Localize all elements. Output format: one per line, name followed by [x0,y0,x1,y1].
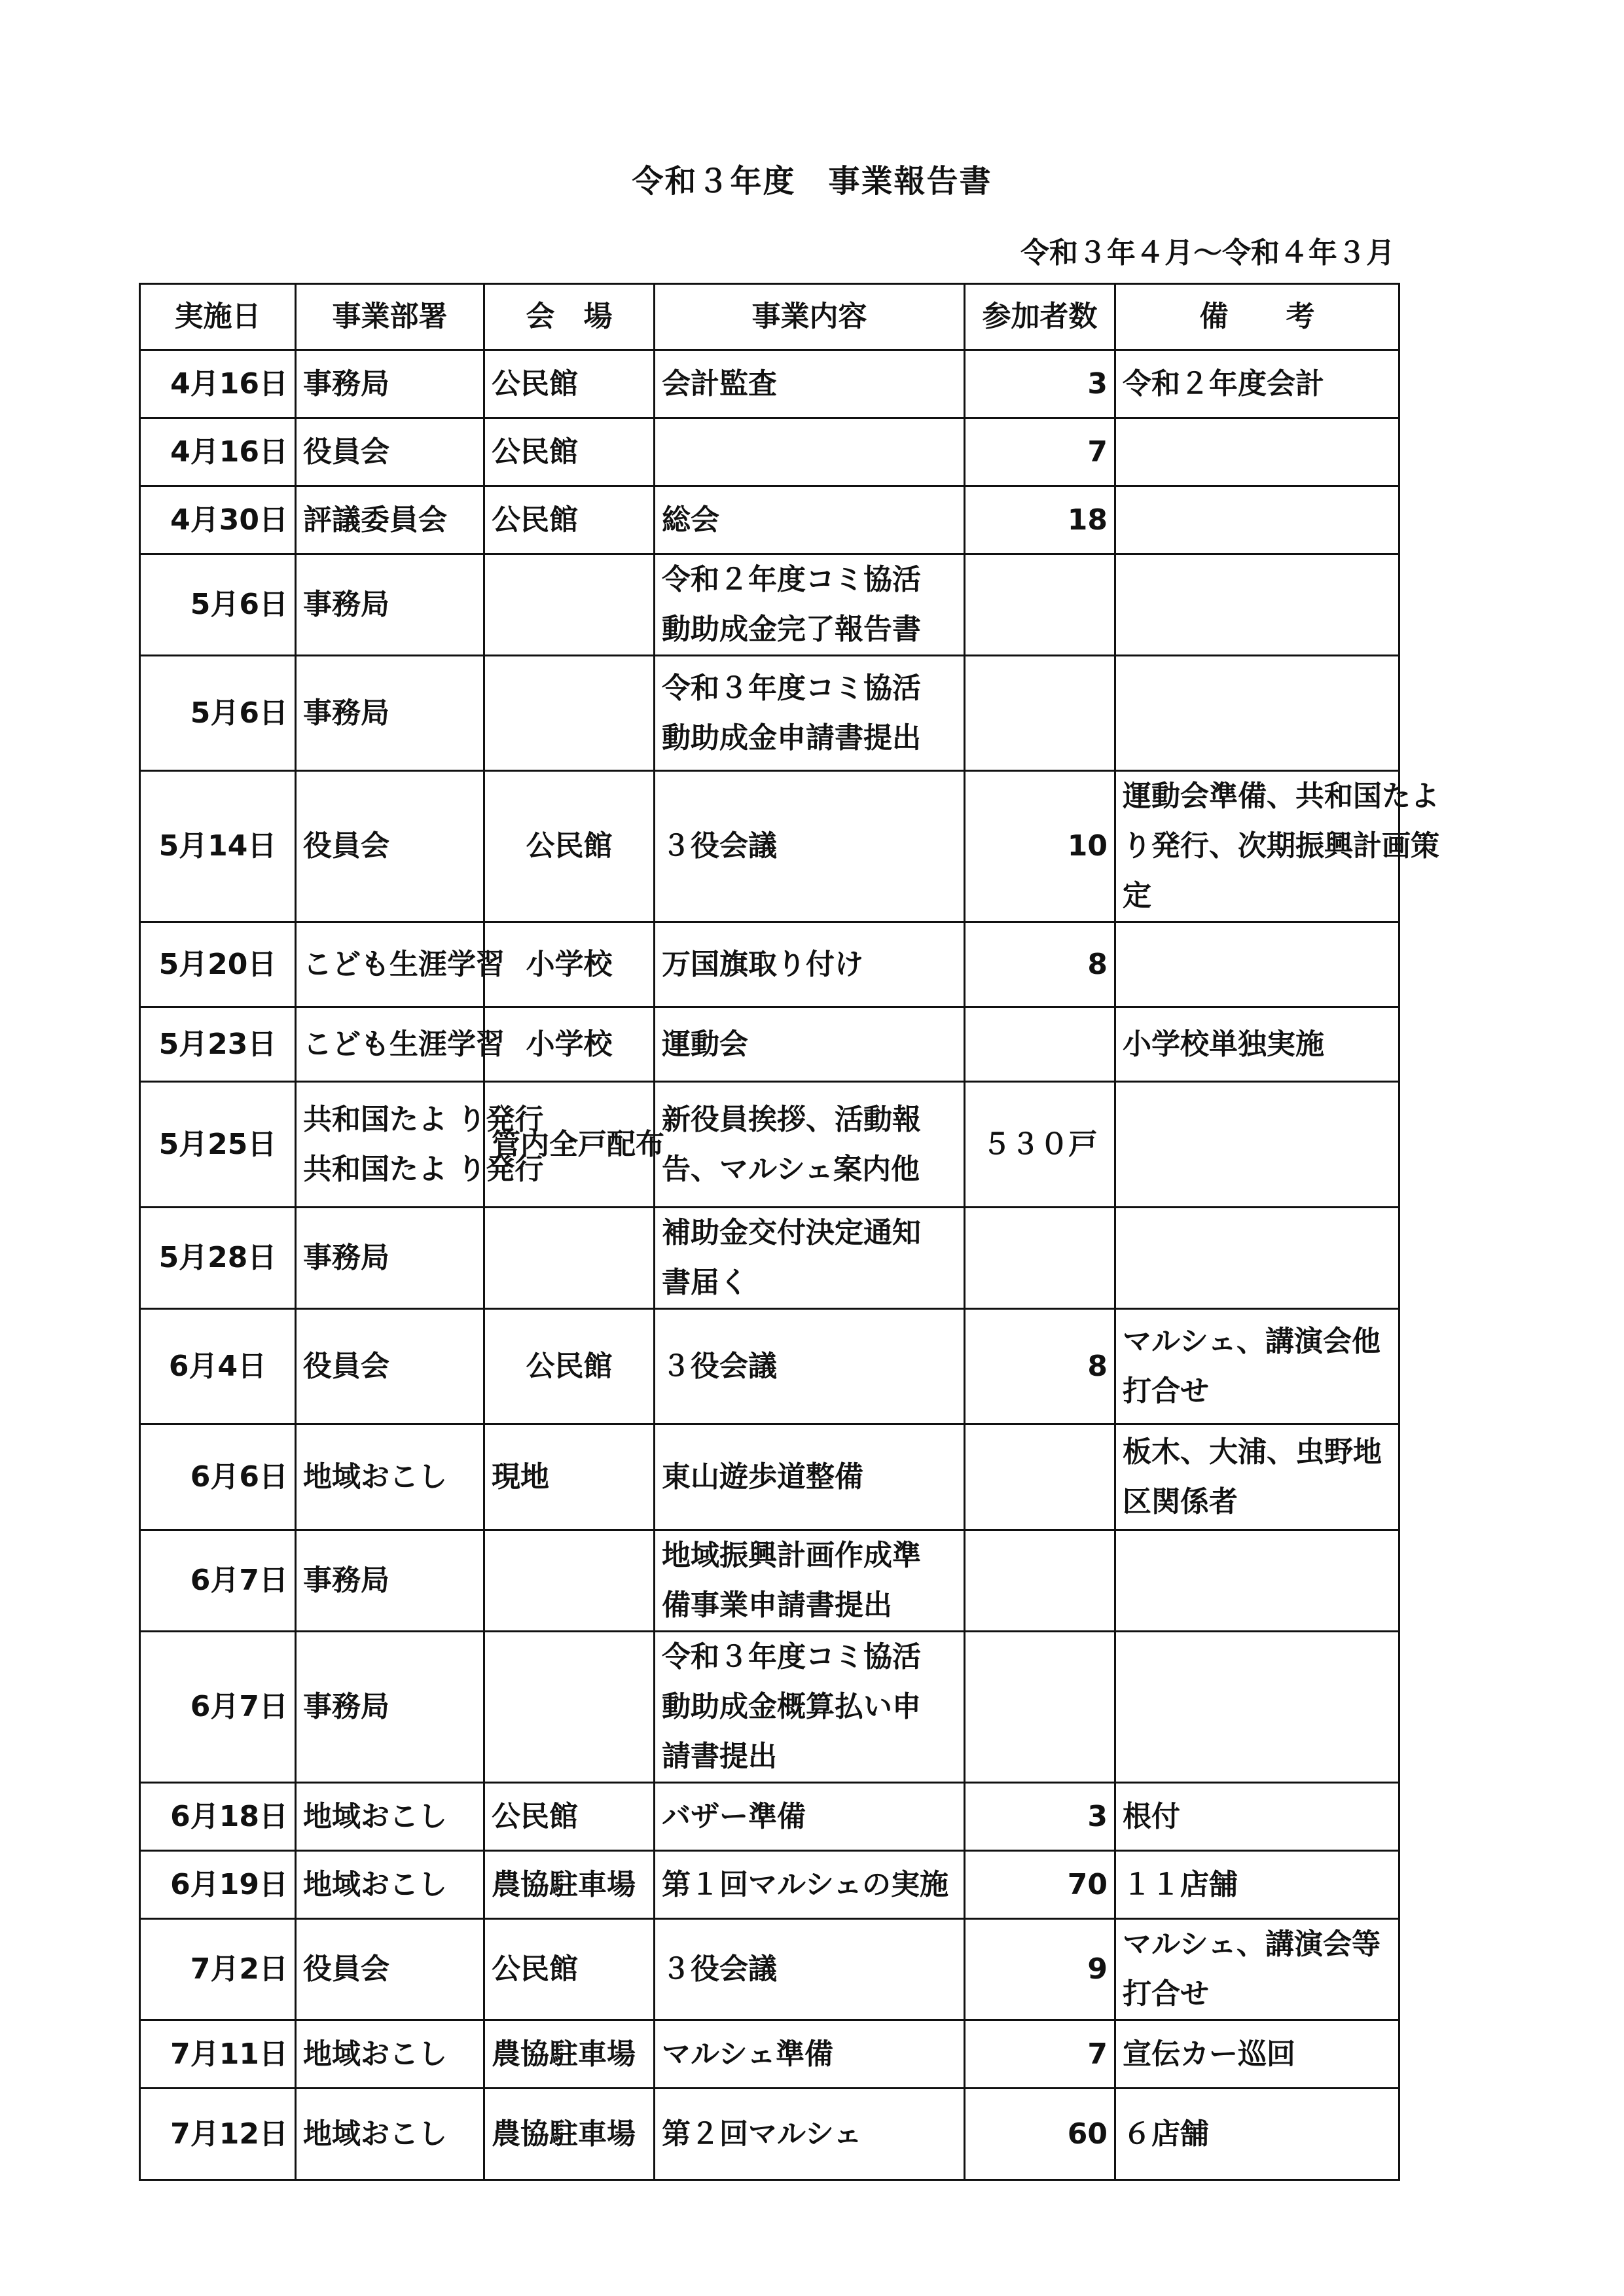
date-cell [140,2020,296,2089]
content-cell [655,1082,965,1208]
department-cell-line: 地域おこし [303,1799,447,1833]
department-cell [296,2089,484,2180]
table-row [140,2020,1399,2089]
date-cell-line: 6月4日 [168,1349,267,1383]
content-line: 第１回マルシェの実施 [662,1867,949,1901]
content-cell [655,1632,965,1783]
content-cell [655,771,965,922]
date-cell [140,1007,296,1082]
department-cell [296,1309,484,1424]
table-row [140,418,1399,486]
header-participants: 参加者数 [965,284,1115,350]
venue-cell-line: 管内全戸配布 [492,1127,664,1161]
department-cell [296,1851,484,1919]
participants-cell [965,2089,1115,2180]
notes-line: 根付 [1123,1799,1180,1833]
department-cell-line: 評議委員会 [303,503,447,537]
department-cell-line: 事務局 [303,588,389,621]
participants-cell [965,1424,1115,1530]
venue-cell-line: 小学校 [526,947,613,981]
date-cell-line: 6月19日 [170,1867,288,1901]
venue-cell [484,771,655,922]
venue-cell-line: 農協駐車場 [492,2117,636,2151]
participants-cell-line: ５３０戸 [982,1127,1098,1161]
content-line: 令和２年度コミ協活 [662,563,921,596]
content-line: 動助成金概算払い申 [662,1690,921,1723]
table-row [140,1530,1399,1632]
venue-cell [484,1208,655,1309]
content-line: 告、マルシェ案内他 [662,1152,920,1186]
content-line: 請書提出 [662,1740,777,1773]
venue-cell [484,554,655,656]
content-line: 地域振興計画作成準 [662,1539,921,1572]
content-line: ３役会議 [662,829,777,863]
notes-line: 宣伝カー巡回 [1123,2037,1295,2071]
notes-line: マルシェ、講演会等 [1123,1928,1381,1961]
content-line: 東山遊歩道整備 [662,1460,863,1494]
venue-cell [484,1007,655,1082]
content-line: 第２回マルシェ [662,2117,863,2151]
department-cell-line: 事務局 [303,1241,389,1274]
date-cell [140,2089,296,2180]
notes-line: ６店舗 [1123,2117,1209,2151]
participants-cell [965,1007,1115,1082]
notes-cell [1115,1208,1399,1309]
content-cell [655,350,965,418]
venue-cell [484,1919,655,2020]
participants-cell [965,2020,1115,2089]
department-cell [296,1919,484,2020]
date-cell-line: 5月6日 [190,696,288,730]
header-notes: 備 考 [1115,284,1399,350]
venue-cell [484,418,655,486]
content-line: 会計監査 [662,367,777,401]
date-cell [140,1208,296,1309]
participants-cell-line: 8 [1087,1349,1108,1383]
notes-line: １１店舗 [1123,1867,1238,1901]
date-cell-line: 5月20日 [158,947,277,981]
notes-cell [1115,486,1399,554]
table-row [140,350,1399,418]
table-row [140,1919,1399,2020]
notes-cell [1115,350,1399,418]
notes-line: 令和２年度会計 [1123,367,1324,401]
content-cell [655,922,965,1007]
table-row [140,486,1399,554]
department-cell [296,1632,484,1783]
table-header-row [140,284,1399,350]
notes-cell [1115,1007,1399,1082]
notes-line: り発行、次期振興計画策 [1123,829,1439,863]
table-row [140,554,1399,656]
participants-cell [965,656,1115,771]
content-cell [655,1851,965,1919]
department-cell-line: 地域おこし [303,1867,447,1901]
content-cell [655,2089,965,2180]
date-cell [140,1082,296,1208]
date-cell [140,1530,296,1632]
department-cell [296,656,484,771]
venue-cell-line: 公民館 [492,1799,578,1833]
report-period: 令和３年４月～令和４年３月 [1020,236,1395,270]
notes-line: マルシェ、講演会他 [1123,1324,1381,1358]
date-cell [140,1632,296,1783]
content-cell [655,554,965,656]
venue-cell [484,1632,655,1783]
content-cell [655,1530,965,1632]
venue-cell [484,1783,655,1851]
table-row [140,1851,1399,1919]
date-cell-line: 4月16日 [170,367,288,401]
department-cell-line: 事務局 [303,1564,389,1597]
date-cell-line: 6月7日 [190,1564,288,1597]
table-row [140,1424,1399,1530]
notes-cell [1115,418,1399,486]
activity-report-table [139,283,1439,2181]
content-cell [655,656,965,771]
participants-cell [965,1632,1115,1783]
notes-cell [1115,922,1399,1007]
participants-cell [965,1851,1115,1919]
venue-cell-line: 公民館 [526,829,613,863]
date-cell-line: 7月12日 [170,2117,288,2151]
content-line: 動助成金申請書提出 [662,721,921,755]
department-cell-line: 共和国たよ り発行 [303,1102,544,1136]
participants-cell [965,1530,1115,1632]
table-row [140,1783,1399,1851]
venue-cell [484,486,655,554]
venue-cell-line: 公民館 [492,503,578,537]
header-date: 実施日 [140,284,296,350]
notes-line: 打合せ [1123,1374,1209,1408]
notes-cell [1115,554,1399,656]
department-cell-line: 共和国たよ り発行 [303,1152,544,1186]
table-row [140,1082,1399,1208]
content-cell [655,2020,965,2089]
department-cell-line: 役員会 [303,435,389,469]
date-cell [140,1783,296,1851]
notes-cell [1115,1309,1399,1424]
venue-cell [484,2089,655,2180]
notes-line: 板木、大浦、虫野地 [1123,1435,1382,1469]
content-cell [655,418,965,486]
participants-cell-line: 3 [1087,367,1108,401]
date-cell-line: 6月18日 [170,1799,288,1833]
date-cell [140,1851,296,1919]
participants-cell [965,771,1115,922]
department-cell-line: 役員会 [303,1952,389,1986]
date-cell [140,486,296,554]
venue-cell [484,1424,655,1530]
department-cell [296,1783,484,1851]
date-cell [140,554,296,656]
date-cell-line: 5月28日 [158,1241,277,1274]
table-row [140,2089,1399,2180]
department-cell [296,922,505,1007]
content-line: 令和３年度コミ協活 [662,671,921,705]
venue-cell [484,1082,664,1208]
notes-cell [1115,2020,1399,2089]
notes-cell [1115,2089,1399,2180]
notes-cell [1115,1082,1399,1208]
content-line: 運動会 [662,1027,748,1061]
participants-cell [965,350,1115,418]
table-row [140,771,1399,922]
department-cell-line: 事務局 [303,367,389,401]
notes-cell [1115,1424,1399,1530]
content-cell [655,1783,965,1851]
content-cell [655,1919,965,2020]
department-cell [296,1424,484,1530]
date-cell [140,656,296,771]
department-cell [296,1007,505,1082]
table-row [140,656,1399,771]
content-line: ３役会議 [662,1952,777,1986]
venue-cell [484,350,655,418]
department-cell-line: 地域おこし [303,2117,447,2151]
participants-cell-line: 70 [1067,1867,1108,1901]
department-cell-line: 地域おこし [303,2037,447,2071]
department-cell [296,771,484,922]
date-cell-line: 5月23日 [158,1027,277,1061]
participants-cell-line: 60 [1067,2117,1108,2151]
content-line: マルシェ準備 [662,2037,834,2071]
participants-cell-line: 18 [1067,503,1108,537]
department-cell [296,418,484,486]
table-row [140,1309,1399,1424]
department-cell [296,554,484,656]
participants-cell [965,1309,1115,1424]
document-title: 令和３年度 事業報告書 [632,163,992,200]
venue-cell-line: 農協駐車場 [492,1867,636,1901]
date-cell-line: 7月11日 [170,2037,288,2071]
content-line: 補助金交付決定通知 [662,1216,921,1249]
venue-cell [484,922,655,1007]
header-venue: 会 場 [484,284,655,350]
participants-cell-line: 9 [1087,1952,1108,1986]
date-cell [140,922,296,1007]
department-cell-line: 役員会 [303,1349,389,1383]
date-cell-line: 6月6日 [190,1460,288,1494]
department-cell [296,1208,484,1309]
table-row [140,922,1399,1007]
notes-cell [1115,1851,1399,1919]
participants-cell [965,486,1115,554]
participants-cell-line: 8 [1087,947,1108,981]
venue-cell [484,2020,655,2089]
table-row [140,1208,1399,1309]
department-cell-line: こども生涯学習 [303,1027,505,1061]
participants-cell-line: 7 [1087,2037,1108,2071]
department-cell-line: 事務局 [303,696,389,730]
date-cell [140,1424,296,1530]
date-cell-line: 4月30日 [170,503,288,537]
notes-cell [1115,771,1439,922]
content-line: 動助成金完了報告書 [662,613,921,646]
date-cell [140,1919,296,2020]
department-cell [296,1530,484,1632]
notes-line: 区関係者 [1123,1484,1238,1518]
venue-cell [484,1530,655,1632]
header-content: 事業内容 [655,284,965,350]
date-cell-line: 5月25日 [158,1127,277,1161]
notes-cell [1115,1919,1399,2020]
date-cell [140,418,296,486]
participants-cell [965,1082,1115,1208]
notes-cell [1115,1632,1399,1783]
table-row [140,1632,1399,1783]
date-cell-line: 6月7日 [190,1690,288,1723]
content-cell [655,1424,965,1530]
content-cell [655,1007,965,1082]
venue-cell-line: 公民館 [492,367,578,401]
table-row [140,1007,1399,1082]
content-line: ３役会議 [662,1349,777,1383]
department-cell-line: 事務局 [303,1690,389,1723]
content-line: 備事業申請書提出 [662,1588,892,1622]
notes-cell [1115,1783,1399,1851]
header-department: 事業部署 [296,284,484,350]
date-cell-line: 7月2日 [190,1952,288,1986]
venue-cell [484,656,655,771]
content-line: 新役員挨拶、活動報 [662,1102,921,1136]
date-cell [140,350,296,418]
notes-line: 打合せ [1123,1977,1209,2011]
participants-cell-line: 3 [1087,1799,1108,1833]
department-cell [296,350,484,418]
participants-cell-line: 7 [1087,435,1108,469]
venue-cell-line: 公民館 [492,435,578,469]
date-cell-line: 4月16日 [170,435,288,469]
participants-cell [965,922,1115,1007]
date-cell [140,771,296,922]
notes-line: 小学校単独実施 [1123,1027,1324,1061]
department-cell [296,2020,484,2089]
venue-cell [484,1851,655,1919]
participants-cell [965,1208,1115,1309]
participants-cell [965,418,1115,486]
content-line: 万国旗取り付け [662,947,863,981]
department-cell-line: こども生涯学習 [303,947,505,981]
date-cell-line: 5月6日 [190,588,288,621]
department-cell-line: 地域おこし [303,1460,447,1494]
content-cell [655,486,965,554]
venue-cell-line: 小学校 [526,1027,613,1061]
venue-cell [484,1309,655,1424]
venue-cell-line: 公民館 [526,1349,613,1383]
department-cell-line: 役員会 [303,829,389,863]
content-line: 総会 [662,503,719,537]
date-cell-line: 5月14日 [158,829,277,863]
participants-cell [965,554,1115,656]
date-cell [140,1309,296,1424]
content-cell [655,1309,965,1424]
participants-cell-line: 10 [1067,829,1108,863]
department-cell [296,486,484,554]
venue-cell-line: 現地 [492,1460,549,1494]
department-cell [296,1082,544,1208]
content-cell [655,1208,965,1309]
venue-cell-line: 農協駐車場 [492,2037,636,2071]
content-line: 令和３年度コミ協活 [662,1640,921,1674]
content-line: バザー準備 [662,1799,806,1833]
participants-cell [965,1919,1115,2020]
notes-cell [1115,1530,1399,1632]
content-line: 書届く [662,1266,748,1299]
participants-cell [965,1783,1115,1851]
venue-cell-line: 公民館 [492,1952,578,1986]
notes-cell [1115,656,1399,771]
notes-line: 定 [1123,879,1151,912]
notes-line: 運動会準備、共和国たよ [1123,780,1439,813]
